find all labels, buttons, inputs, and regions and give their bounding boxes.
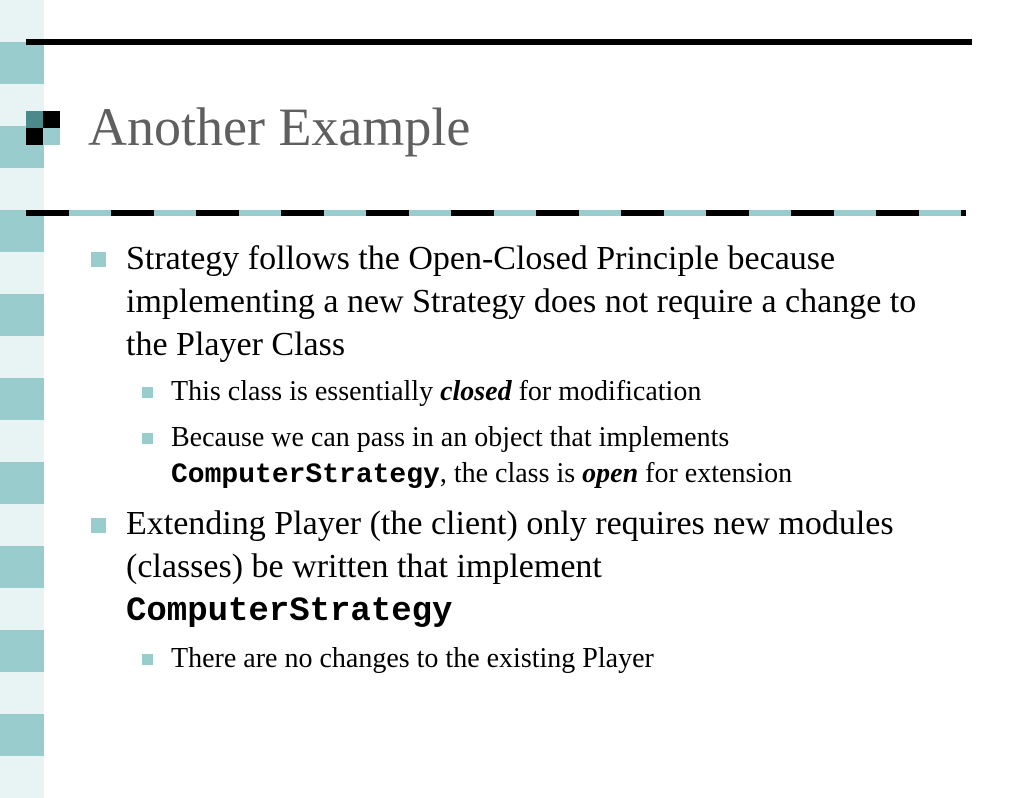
divider-segment bbox=[154, 210, 197, 216]
strip-cell bbox=[0, 714, 44, 756]
sub-bullet-text: There are no changes to the existing Player bbox=[171, 643, 654, 674]
divider-segment bbox=[324, 210, 367, 216]
sub-bullet-text: for modification bbox=[511, 376, 702, 407]
divider-segment bbox=[69, 210, 112, 216]
code-computerstrategy: ComputerStrategy bbox=[171, 460, 440, 491]
sub-bullet-square-icon bbox=[142, 433, 153, 444]
strip-cell bbox=[0, 546, 44, 588]
divider-segment bbox=[749, 210, 792, 216]
sub-bullet-1-1 bbox=[171, 374, 971, 410]
divider-segment bbox=[536, 210, 579, 216]
divider-segment bbox=[919, 210, 962, 216]
strip-cell bbox=[0, 420, 44, 462]
emphasis-open: open bbox=[582, 458, 639, 489]
emphasis-closed: closed bbox=[440, 376, 512, 407]
strip-cell bbox=[0, 336, 44, 378]
strip-cell bbox=[0, 378, 44, 420]
sub-bullet-square-icon bbox=[142, 654, 153, 665]
sub-bullet-1-2 bbox=[171, 420, 971, 494]
strip-cell bbox=[0, 168, 44, 210]
divider-segment bbox=[196, 210, 239, 216]
title-icon-quad bbox=[43, 128, 60, 145]
divider-segment bbox=[664, 210, 707, 216]
title-icon-quad bbox=[26, 111, 43, 128]
sub-bullet-text: This class is essentially bbox=[171, 376, 441, 407]
divider-segment bbox=[494, 210, 537, 216]
strip-cell bbox=[0, 462, 44, 504]
divider-segment bbox=[281, 210, 324, 216]
title-icon-quad bbox=[26, 128, 43, 145]
divider-segment bbox=[239, 210, 282, 216]
divider-segment bbox=[791, 210, 834, 216]
divider-segment bbox=[834, 210, 877, 216]
strip-cell bbox=[0, 210, 44, 252]
bullet-square-icon bbox=[91, 518, 106, 533]
strip-cell bbox=[0, 294, 44, 336]
divider-segment bbox=[961, 210, 966, 216]
strip-cell bbox=[0, 252, 44, 294]
bullet-item-2 bbox=[126, 502, 966, 634]
divider-segment bbox=[706, 210, 749, 216]
title-divider bbox=[26, 210, 966, 216]
divider-segment bbox=[111, 210, 154, 216]
divider-segment bbox=[409, 210, 452, 216]
sub-bullet-text: , the class is bbox=[439, 458, 583, 489]
slide-title: Another Example bbox=[88, 97, 471, 157]
sub-bullet-text: Because we can pass in an object that implements bbox=[171, 422, 730, 453]
divider-segment bbox=[26, 210, 69, 216]
top-rule bbox=[26, 39, 972, 45]
bullet-square-icon bbox=[91, 252, 106, 267]
divider-segment bbox=[579, 210, 622, 216]
bullet-2-text: Extending Player (the client) only requires new modules (classes) be written that implement bbox=[126, 505, 894, 585]
sub-bullet-square-icon bbox=[142, 387, 153, 398]
sub-bullet-text: for extension bbox=[638, 458, 793, 489]
strip-cell bbox=[0, 756, 44, 798]
strip-cell bbox=[0, 672, 44, 714]
sub-bullet-2-1 bbox=[171, 641, 971, 677]
title-icon-quad bbox=[43, 111, 60, 128]
divider-segment bbox=[876, 210, 919, 216]
strip-cell bbox=[0, 0, 44, 42]
divider-segment bbox=[366, 210, 409, 216]
title-square-icon bbox=[26, 111, 60, 145]
divider-segment bbox=[621, 210, 664, 216]
code-computerstrategy: ComputerStrategy bbox=[126, 593, 453, 631]
strip-cell bbox=[0, 504, 44, 546]
strip-cell bbox=[0, 588, 44, 630]
strip-cell bbox=[0, 630, 44, 672]
bullet-1-text: Strategy follows the Open-Closed Principle because implementing a new Strategy does not require a change to the Player Class bbox=[126, 240, 917, 363]
strip-cell bbox=[0, 42, 44, 84]
divider-segment bbox=[451, 210, 494, 216]
bullet-item-1 bbox=[126, 237, 966, 366]
